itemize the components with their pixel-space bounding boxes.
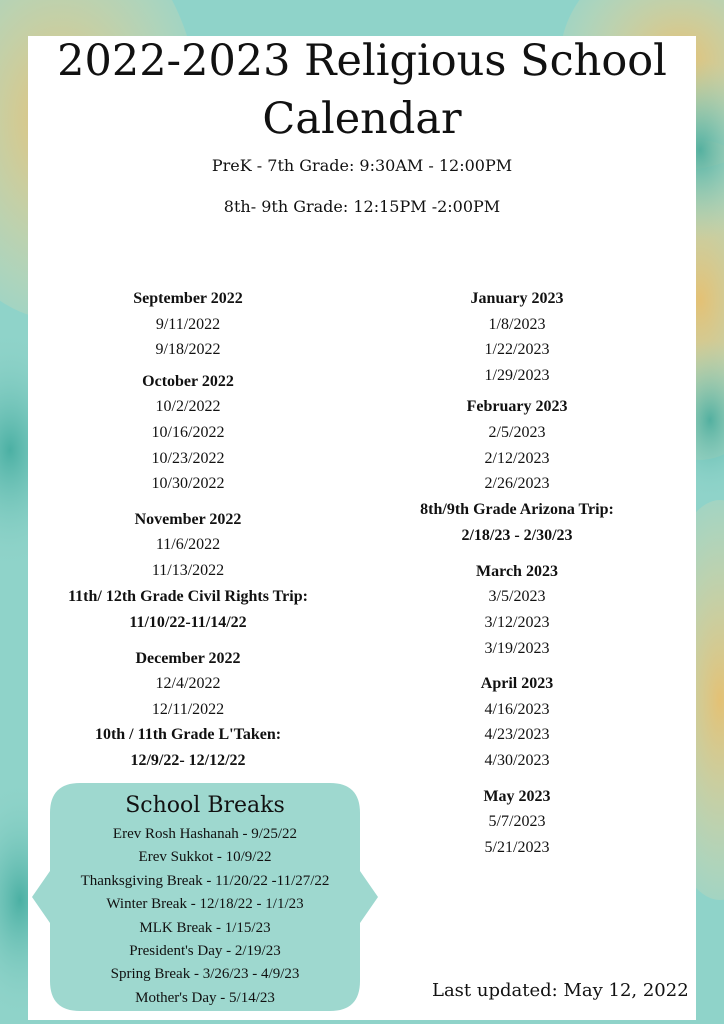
month-heading: October 2022 xyxy=(142,372,234,390)
break-item: President's Day - 2/19/23 xyxy=(129,943,281,960)
date-item: 4/23/2023 xyxy=(484,726,550,744)
trip-note: 11th/ 12th Grade Civil Rights Trip: xyxy=(68,587,308,605)
break-item: Spring Break - 3/26/23 - 4/9/23 xyxy=(110,966,300,983)
month-heading: May 2023 xyxy=(483,787,551,805)
breaks-list xyxy=(50,823,360,1010)
date-item: 9/18/2022 xyxy=(155,341,221,359)
date-item: 11/13/2022 xyxy=(151,561,225,579)
date-item: 4/16/2023 xyxy=(484,700,550,718)
date-item: 10/2/2022 xyxy=(155,398,221,416)
month-heading: January 2023 xyxy=(470,290,564,307)
month-heading: September 2022 xyxy=(133,290,243,307)
title-line-1: 2022-2023 Religious School xyxy=(57,36,667,86)
date-item: 12/4/2022 xyxy=(155,675,221,693)
date-item: 11/6/2022 xyxy=(155,536,221,554)
trip-dates: 11/10/22-11/14/22 xyxy=(129,613,247,631)
break-item: Thanksgiving Break - 11/20/22 -11/27/22 xyxy=(80,872,330,889)
date-item: 2/12/2023 xyxy=(484,449,550,467)
trip-dates: 12/9/22- 12/12/22 xyxy=(130,752,246,770)
trip-note: 8th/9th Grade Arizona Trip: xyxy=(420,500,614,518)
date-item: 10/23/2022 xyxy=(151,449,225,467)
date-item: 12/11/2022 xyxy=(151,700,225,718)
break-item: Winter Break - 12/18/22 - 1/1/23 xyxy=(106,896,304,913)
date-item: 1/8/2023 xyxy=(488,315,546,333)
month-heading: November 2022 xyxy=(134,510,242,528)
left-column xyxy=(36,286,340,774)
date-item: 2/26/2023 xyxy=(484,475,550,493)
date-item: 3/5/2023 xyxy=(488,588,546,606)
date-item: 10/30/2022 xyxy=(151,475,225,493)
school-breaks-box xyxy=(50,781,360,1013)
last-updated: Last updated: May 12, 2022 xyxy=(432,980,689,1001)
break-item: Erev Sukkot - 10/9/22 xyxy=(138,849,272,866)
schedule-prek-7: PreK - 7th Grade: 9:30AM - 12:00PM xyxy=(211,156,513,175)
break-item: MLK Break - 1/15/23 xyxy=(139,919,271,936)
breaks-title: School Breaks xyxy=(125,793,285,818)
date-item: 5/21/2023 xyxy=(484,838,550,856)
date-item: 3/19/2023 xyxy=(484,639,550,657)
date-item: 10/16/2022 xyxy=(151,423,225,441)
date-item: 2/5/2023 xyxy=(488,423,546,441)
date-item: 3/12/2023 xyxy=(484,613,550,631)
trip-dates: 2/18/23 - 2/30/23 xyxy=(461,526,573,544)
month-heading: February 2023 xyxy=(466,398,568,416)
schedule-8-9: 8th- 9th Grade: 12:15PM -2:00PM xyxy=(223,197,501,216)
month-heading: April 2023 xyxy=(480,675,554,693)
date-item: 1/22/2023 xyxy=(484,341,550,359)
date-item: 1/29/2023 xyxy=(484,366,550,384)
title-line-2: Calendar xyxy=(262,94,462,144)
break-item: Mother's Day - 5/14/23 xyxy=(135,989,275,1006)
month-heading: March 2023 xyxy=(476,562,558,580)
trip-note: 10th / 11th Grade L'Taken: xyxy=(94,726,282,744)
right-column xyxy=(368,286,666,860)
date-item: 9/11/2022 xyxy=(155,315,221,333)
date-item: 4/30/2023 xyxy=(484,751,550,769)
date-item: 5/7/2023 xyxy=(488,813,546,831)
month-heading: December 2022 xyxy=(135,649,241,667)
break-item: Erev Rosh Hashanah - 9/25/22 xyxy=(112,826,298,842)
page-title xyxy=(28,32,696,148)
